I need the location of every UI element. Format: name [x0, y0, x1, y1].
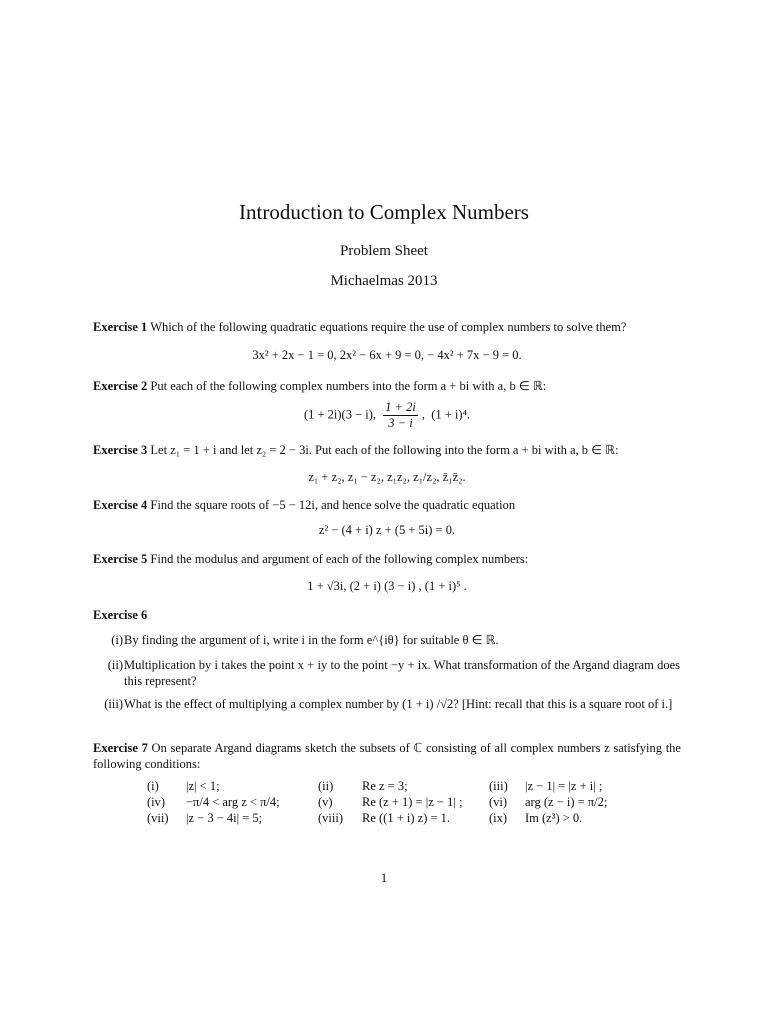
exercise-3: [93, 442, 681, 458]
exercise-2-equations: (1 + 2i)(3 − i), $\frac{1 + 2i}{3 - i}$ , (1 + i)⁴.: [303, 400, 471, 430]
exercise-3-label: Exercise 3: [93, 443, 148, 457]
exercise-1-equations: 3x² + 2x − 1 = 0, 2x² − 6x + 9 = 0, − 4x² + 7x − 9 = 0.: [252, 348, 522, 362]
item-number: (iii): [104, 697, 123, 711]
condition-number: (vi): [489, 795, 508, 809]
item-number: (ii): [107, 658, 123, 672]
item-text: What is the effect of multiplying a complex number by (1 + i) /√2? [Hint: recall that this is a square root of i.]: [124, 697, 673, 711]
condition-number: (i): [147, 779, 159, 793]
exercise-4-equations: z² − (4 + i) z + (5 + 5i) = 0.: [318, 523, 456, 537]
document-term: Michaelmas 2013: [330, 273, 438, 289]
condition-text: |z − 1| = |z + i| ;: [525, 779, 603, 793]
item-text: Multiplication by i takes the point x + iy to the point −y + ix. What transformation of the Argand diagram does this represent?: [124, 658, 680, 688]
exercise-7-text: On separate Argand diagrams sketch the subsets of ℂ consisting of all complex numbers z satisfying the following conditions:: [93, 741, 681, 771]
item-text: By finding the argument of i, write i in the form e^{iθ} for suitable θ ∈ ℝ.: [124, 633, 499, 647]
fraction-numerator: 1 + 2i: [385, 400, 416, 414]
condition-number: (iv): [147, 795, 166, 809]
exercise-2-text: Put each of the following complex numbers into the form a + bi with a, b ∈ ℝ:: [150, 379, 547, 393]
exercise-4-text: Find the square roots of −5 − 12i, and hence solve the quadratic equation: [150, 498, 516, 512]
exercise-1: [93, 319, 681, 335]
exercise-2-expr-c: (1 + i)⁴.: [431, 407, 471, 422]
condition-text: |z| < 1;: [186, 779, 220, 793]
item-number: (i): [111, 633, 123, 647]
condition-number: (iii): [489, 779, 508, 793]
condition-text: Re (z + 1) = |z − 1| ;: [362, 795, 463, 809]
exercise-7: [93, 740, 681, 772]
exercise-5-label: Exercise 5: [93, 552, 148, 566]
condition-number: (ix): [489, 811, 508, 825]
condition-number: (ii): [318, 779, 334, 793]
document-subtitle: Problem Sheet: [340, 243, 428, 259]
condition-number: (v): [318, 795, 333, 809]
document-title: Introduction to Complex Numbers: [239, 200, 529, 224]
exercise-4-label: Exercise 4: [93, 498, 148, 512]
exercise-4: [93, 497, 681, 513]
condition-text: |z − 3 − 4i| = 5;: [186, 811, 263, 825]
exercise-7-label: Exercise 7: [93, 741, 148, 755]
condition-text: Re z = 3;: [362, 779, 408, 793]
exercise-3-text: Let z₁ = 1 + i and let z₂ = 2 − 3i. Put each of the following into the form a + bi with a, b ∈ ℝ:: [150, 443, 619, 457]
exercise-5: [93, 551, 681, 567]
exercise-2-fraction: [383, 400, 418, 431]
condition-text: Re ((1 + i) z) = 1.: [362, 811, 451, 825]
condition-number: (viii): [318, 811, 343, 825]
exercise-5-equations: 1 + √3i, (2 + i) (3 − i) , (1 + i)⁵ .: [307, 579, 467, 593]
page-number: 1: [380, 871, 388, 885]
exercise-2: [93, 378, 681, 394]
exercise-6: [93, 607, 681, 623]
exercise-2-expr-a: (1 + 2i)(3 − i),: [303, 407, 377, 422]
exercise-2-label: Exercise 2: [93, 379, 148, 393]
condition-text: −π/4 < arg z < π/4;: [186, 795, 280, 809]
exercise-1-text: Which of the following quadratic equations require the use of complex numbers to solve them?: [150, 320, 627, 334]
condition-text: Im (z³) > 0.: [525, 811, 583, 825]
exercise-6-label: Exercise 6: [93, 608, 148, 622]
condition-text: arg (z − i) = π/2;: [525, 795, 608, 809]
exercise-3-equations: z₁ + z₂, z₁ − z₂, z₁z₂, z₁/z₂, z̄₁z̄₂.: [308, 470, 466, 484]
fraction-denominator: 3 − i: [388, 416, 413, 430]
exercise-1-label: Exercise 1: [93, 320, 148, 334]
exercise-5-text: Find the modulus and argument of each of the following complex numbers:: [150, 552, 529, 566]
condition-number: (vii): [147, 811, 169, 825]
